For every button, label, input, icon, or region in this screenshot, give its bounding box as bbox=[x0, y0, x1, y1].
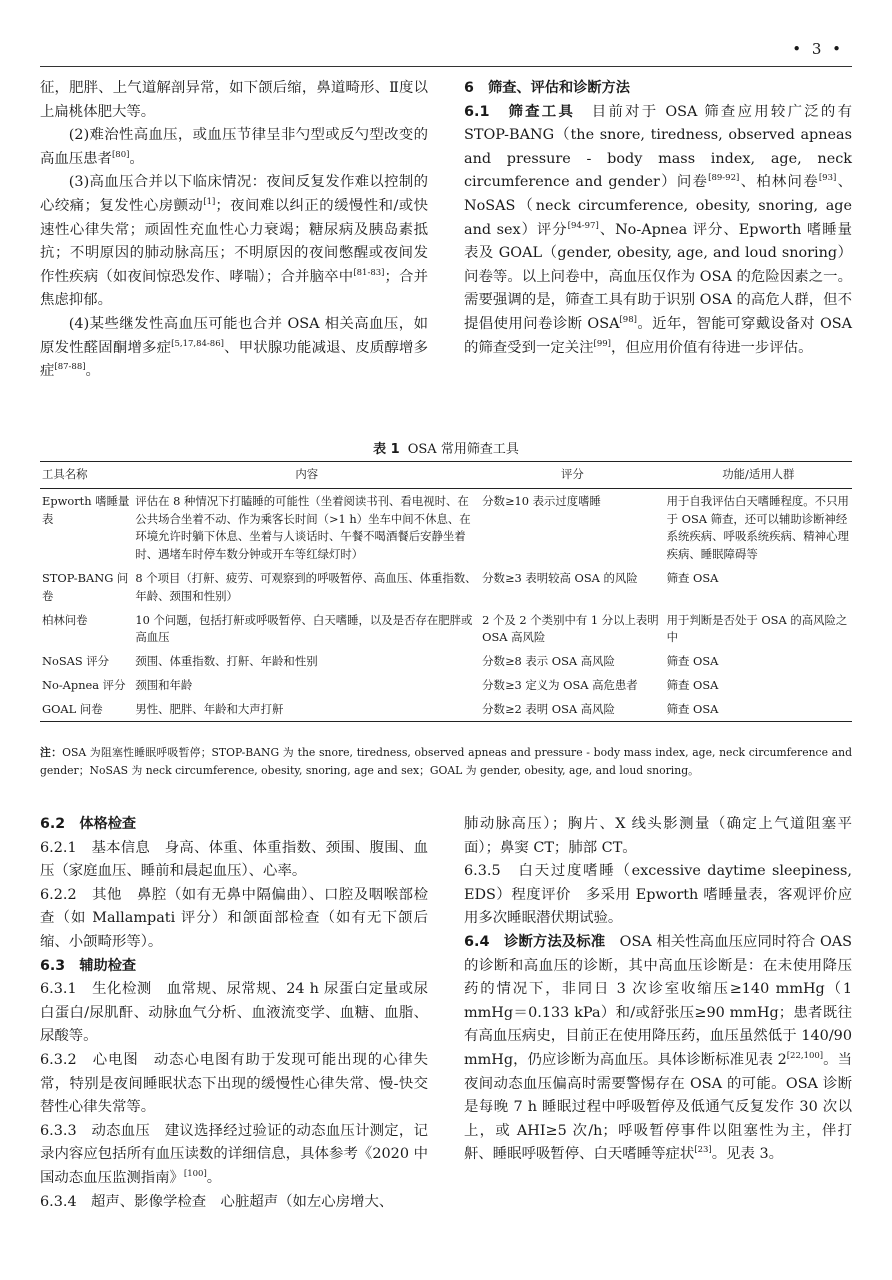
paragraph: (2)难治性高血压，或血压节律呈非勺型或反勺型改变的高血压患者[80]。 bbox=[40, 127, 428, 167]
right-column-top bbox=[464, 77, 852, 360]
citation: [98] bbox=[619, 314, 637, 325]
citation: [1] bbox=[203, 196, 216, 207]
page-number: • 3 • bbox=[792, 40, 844, 58]
paragraph: 6.2.2 其他 鼻腔（如有无鼻中隔偏曲）、口腔及咽喉部检查（如 Mallampati 评分）和颌面部检查（如有无下颌后缩、小颌畸形等）。 bbox=[40, 886, 428, 950]
table-cell: 颈围、体重指数、打鼾、年龄和性别 bbox=[135, 654, 318, 669]
subsection-title: 6.3.2 心电图 bbox=[40, 1051, 139, 1068]
subsection-title: 6.3.5 白天过度嗜睡 bbox=[464, 863, 616, 880]
section-heading: 6.2 体格检查 bbox=[40, 816, 137, 832]
table-cell: 颈围和年龄 bbox=[135, 677, 193, 692]
citation: [81-83] bbox=[353, 267, 385, 278]
citation: [94-97] bbox=[567, 220, 599, 231]
table-cell: 用于判断是否处于 OSA 的高风险之中 bbox=[666, 612, 848, 645]
table-header: 内容 bbox=[133, 462, 480, 489]
table-header: 工具名称 bbox=[40, 462, 133, 489]
screening-tools-table bbox=[40, 461, 852, 722]
table-row bbox=[40, 608, 852, 650]
table-cell: GOAL 问卷 bbox=[40, 697, 133, 721]
left-column-top bbox=[40, 77, 428, 384]
table-row bbox=[40, 673, 852, 697]
citation: [22,100] bbox=[786, 1050, 824, 1061]
table-cell: Epworth 嗜睡量表 bbox=[42, 493, 130, 526]
section-heading: 6.3 辅助检查 bbox=[40, 957, 137, 974]
table-row bbox=[40, 488, 852, 566]
table-cell: 分数≥10 表示过度嗜睡 bbox=[482, 493, 601, 508]
table-cell: 柏林问卷 bbox=[42, 612, 88, 627]
section-heading: 6 筛查、评估和诊断方法 bbox=[464, 80, 630, 96]
table-cell: 男性、肥胖、年龄和大声打鼾 bbox=[133, 697, 480, 721]
paragraph: 6.3.5 白天过度嗜睡（excessive daytime sleepiness, EDS）程度评价 多采用 Epworth 嗜睡量表，客观评价应用多次睡眠潜伏期试验。 bbox=[464, 863, 852, 927]
table-cell: NoSAS 评分 bbox=[42, 654, 110, 669]
table-cell: 2 个及 2 个类别中有 1 分以上表明 OSA 高风险 bbox=[482, 612, 659, 645]
subsection-title: 6.2.2 其他 bbox=[40, 886, 122, 903]
table-cell: 分数≥2 表明 OSA 高风险 bbox=[480, 697, 664, 721]
citation: [80] bbox=[111, 149, 130, 160]
table-header: 功能/适用人群 bbox=[665, 462, 852, 489]
paragraph: 6.3.3 动态血压 建议选择经过验证的动态血压计测定，记录内容应包括所有血压读数的详细信息，具体参考《2020 中国动态血压监测指南》[100]。 bbox=[40, 1122, 428, 1186]
paragraph: 征，肥胖、上气道解剖异常，如下颌后缩，鼻道畸形、Ⅱ度以上扁桃体肥大等。 bbox=[40, 80, 428, 120]
paragraph: 6.3.1 生化检测 血常规、尿常规、24 h 尿蛋白定量或尿白蛋白/尿肌酐、动脉血气分析、血液流变学、血糖、血脂、尿酸等。 bbox=[40, 981, 428, 1045]
citation: [100] bbox=[183, 1168, 207, 1179]
paragraph: 6.3.2 心电图 动态心电图有助于发现可能出现的心律失常，特别是夜间睡眠状态下出现的缓慢性心律失常、慢-快交替性心律失常等。 bbox=[40, 1051, 428, 1116]
citation: [99] bbox=[593, 338, 611, 349]
table-header-row bbox=[40, 462, 852, 489]
citation: [5,17,84-86] bbox=[171, 338, 224, 349]
table-cell: 分数≥3 表明较高 OSA 的风险 bbox=[482, 570, 638, 585]
table-title: OSA 常用筛查工具 bbox=[407, 442, 519, 457]
table-number: 表 1 bbox=[373, 442, 400, 457]
table-cell: 筛查 OSA bbox=[666, 677, 719, 692]
table-cell: 用于自我评估白天嗜睡程度。不只用于 OSA 筛查，还可以辅助诊断神经系统疾病、呼吸系统疾病、精神心理疾病、睡眠障碍等 bbox=[666, 493, 849, 562]
subsection-title: 6.1 筛查工具 bbox=[464, 103, 576, 120]
table-cell: No-Apnea 评分 bbox=[42, 677, 126, 692]
subsection-title: 6.2.1 基本信息 bbox=[40, 839, 151, 856]
right-column-bottom bbox=[464, 813, 852, 1167]
table-cell: 评估在 8 种情况下打瞌睡的可能性（坐着阅读书刊、看电视时、在公共场合坐着不动、作为乘客长时间（>1 h）坐车中间不休息、在环境允许时躺下休息、坐着与人谈话时、午餐不喝酒餐后安静坐着时、遇堵车时停车数分钟或开车等红绿灯时） bbox=[135, 493, 471, 562]
paragraph: 6.1 筛查工具 目前对于 OSA 筛查应用较广泛的有 STOP-BANG（the snore, tiredness, observed apneas and pressure - body mass index, age, neck circumference and gender）问卷[89-92]、柏林问卷[93]、NoSAS（neck circumference, obesity, snoring, age and sex）评分[94-97]、No-Apnea 评分、Epworth 嗜睡量表及 GOAL（gender, obesity, age, and loud snoring）问卷等。以上问卷中，高血压仅作为 OSA 的危险因素之一。需要强调的是，筛查工具有助于识别 OSA 的高危人群，但不提倡使用问卷诊断 OSA[98]。近年，智能可穿戴设备对 OSA 的筛查受到一定关注[99]，但应用价值有待进一步评估。 bbox=[464, 103, 853, 356]
table-cell: 10 个问题，包括打鼾或呼吸暂停、白天嗜睡，以及是否存在肥胖或高血压 bbox=[135, 612, 473, 645]
paragraph: (3)高血压合并以下临床情况：夜间反复发作难以控制的心绞痛；复发性心房颤动[1]；夜间难以纠正的缓慢性和/或快速性心律失常；顽固性充血性心力衰竭；糖尿病及胰岛素抵抗；不明原因的肺动脉高压；不明原因的夜间憋醒或夜间发作性疾病（如夜间惊恐发作、哮喘）；合并脑卒中[81-83]；合并焦虑抑郁。 bbox=[40, 174, 428, 309]
table-cell: 分数≥8 表示 OSA 高风险 bbox=[482, 654, 615, 669]
table-row bbox=[40, 566, 852, 608]
citation: [89-92] bbox=[708, 173, 740, 184]
citation: [23] bbox=[694, 1145, 712, 1156]
table-note bbox=[40, 744, 852, 780]
paragraph: 6.3.4 超声、影像学检查 心脏超声（如左心房增大、 bbox=[40, 1193, 394, 1210]
paragraph: (4)某些继发性高血压可能也合并 OSA 相关高血压，如原发性醛固酮增多症[5,17,84-86]、甲状腺功能减退、皮质醇增多症[87-88]。 bbox=[40, 315, 428, 380]
table-cell: 筛查 OSA bbox=[665, 697, 852, 721]
table-cell: 筛查 OSA bbox=[666, 570, 719, 585]
table-row bbox=[40, 649, 852, 673]
table-cell: 8 个项目（打鼾、疲劳、可观察到的呼吸暂停、高血压、体重指数、年龄、颈围和性别） bbox=[135, 570, 477, 603]
table-caption bbox=[0, 438, 892, 457]
left-column-bottom bbox=[40, 813, 428, 1214]
table-cell: STOP-BANG 问卷 bbox=[42, 570, 129, 603]
subsection-title: 6.3.1 生化检测 bbox=[40, 981, 152, 998]
subsection-title: 6.3.4 超声、影像学检查 bbox=[40, 1193, 207, 1210]
citation: [93] bbox=[818, 173, 837, 184]
citation: [87-88] bbox=[54, 362, 86, 373]
paragraph: 6.4 诊断方法及标准 OSA 相关性高血压应同时符合 OAS 的诊断和高血压的诊断，其中高血压诊断是：在未使用降压药的情况下，非同日 3 次诊室收缩压≥140 mmHg（1 mmHg＝0.133 kPa）和/或舒张压≥90 mmHg；患者既往有高血压病史，目前正在使用降压药，血压虽然低于 140/90 mmHg，仍应诊断为高血压。具体诊断标准见表 2[22,100]。当夜间动态血压偏高时需要警惕存在 OSA 的可能。OSA 诊断是每晚 7 h 睡眠过程中呼吸暂停及低通气反复发作 30 次以上，或 AHI≥5 次/h；呼吸暂停事件以阻塞性为主，伴打鼾、睡眠呼吸暂停、白天嗜睡等症状[23]。见表 3。 bbox=[464, 933, 852, 1163]
table-note-text: OSA 为阻塞性睡眠呼吸暂停；STOP-BANG 为 the snore, tiredness, observed apneas and pressure - body mass index, age, neck circumference and gender；NoSAS 为 neck circumference, obesity, snoring, age and sex；GOAL 为 gender, obesity, age, and loud snoring。 bbox=[40, 746, 852, 777]
table-cell: 分数≥3 定义为 OSA 高危患者 bbox=[482, 677, 638, 692]
table-header: 评分 bbox=[480, 462, 664, 489]
page-header bbox=[40, 40, 852, 67]
table-note-label: 注： bbox=[40, 746, 63, 759]
table-row bbox=[40, 697, 852, 721]
table-cell: 筛查 OSA bbox=[666, 654, 719, 669]
paragraph: 肺动脉高压）；胸片、X 线头影测量（确定上气道阻塞平面）；鼻窦 CT；肺部 CT。 bbox=[464, 816, 852, 856]
paragraph: 6.2.1 基本信息 身高、体重、体重指数、颈围、腹围、血压（家庭血压、睡前和晨起血压）、心率。 bbox=[40, 839, 428, 880]
subsection-title: 6.3.3 动态血压 bbox=[40, 1122, 151, 1139]
subsection-title: 6.4 诊断方法及标准 bbox=[464, 933, 606, 950]
